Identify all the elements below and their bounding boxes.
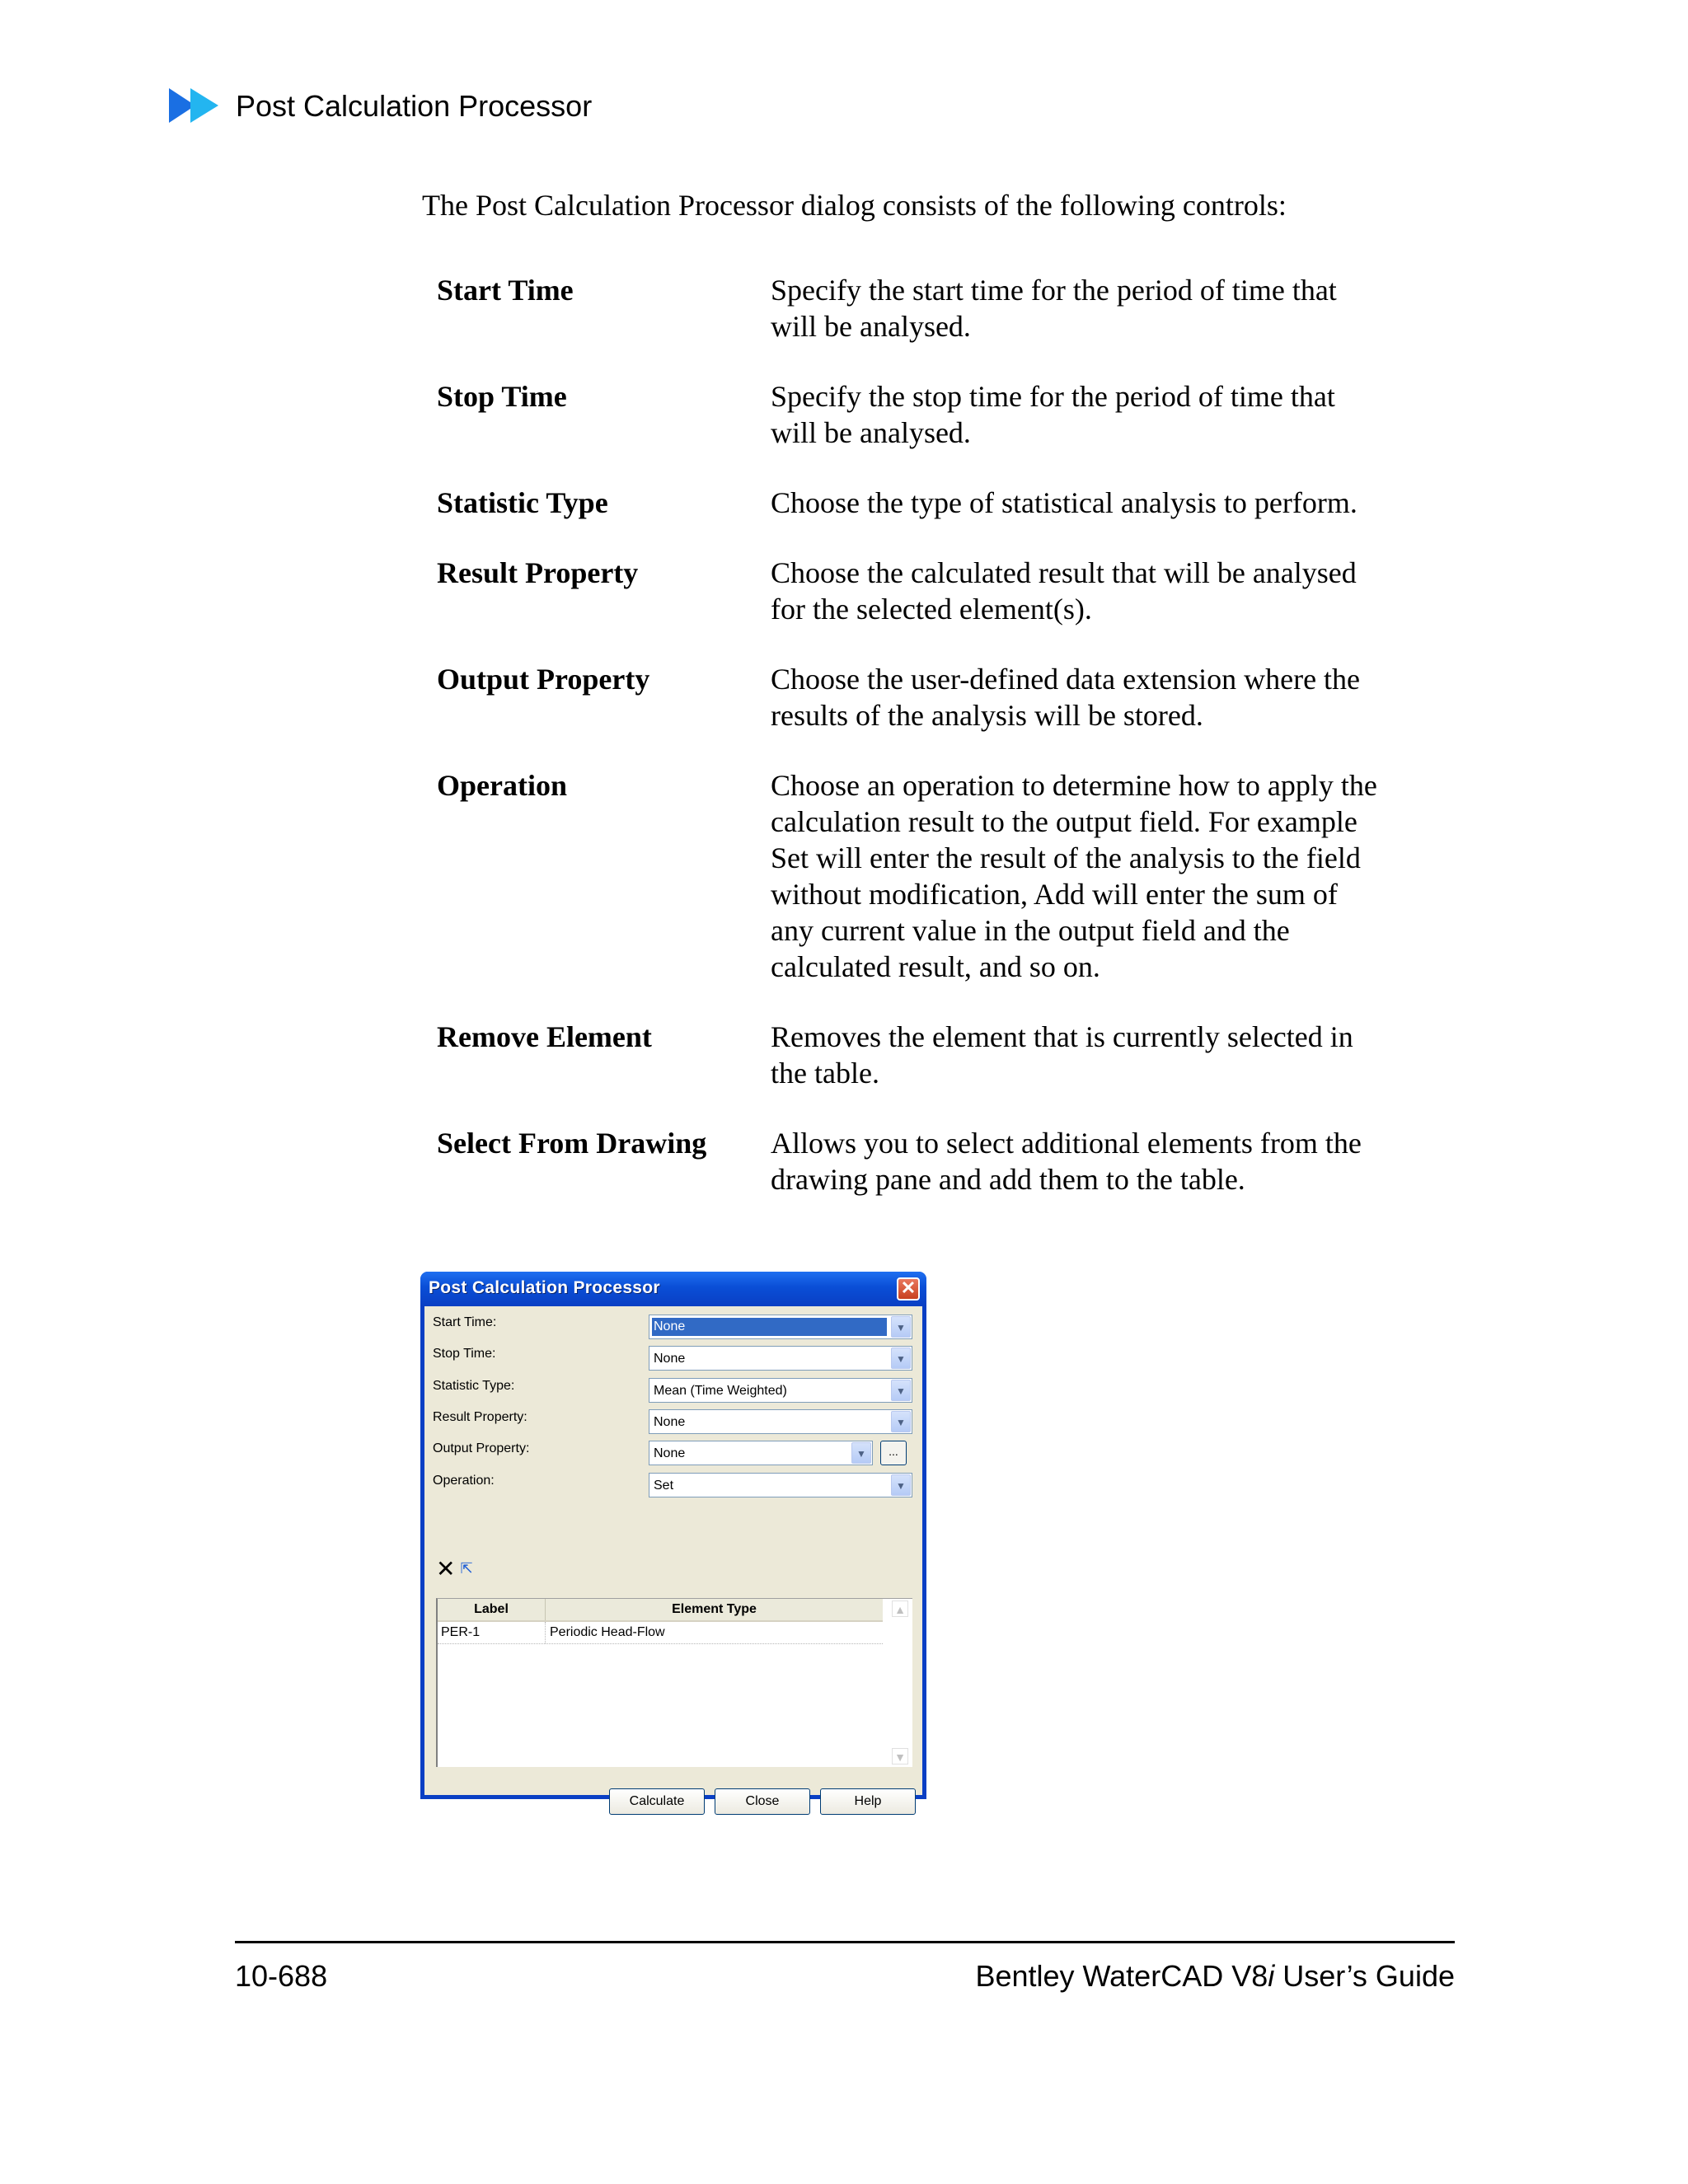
help-button[interactable]: Help [820, 1788, 916, 1815]
guide-title [975, 1959, 1455, 1994]
chevron-down-icon[interactable]: ▼ [891, 1411, 911, 1432]
chevron-down-icon[interactable]: ▼ [891, 1347, 911, 1369]
vertical-scrollbar[interactable] [888, 1599, 912, 1766]
column-header-element-type[interactable]: Element Type [672, 1602, 757, 1616]
definition-row [437, 1125, 1385, 1197]
result-property-select[interactable] [649, 1409, 912, 1434]
page-number: 10-688 [235, 1959, 328, 1993]
start-time-select[interactable] [649, 1315, 912, 1339]
statistic-type-label: Statistic Type: [433, 1379, 515, 1393]
table-header [438, 1599, 883, 1622]
close-icon[interactable]: ✕ [897, 1277, 920, 1301]
definition: Removes the element that is currently selected in the table. [771, 1020, 1353, 1090]
output-property-label: Output Property: [433, 1441, 530, 1455]
cell-element-type: Periodic Head-Flow [550, 1625, 665, 1639]
intro-text: The Post Calculation Processor dialog consists of the following controls: [422, 189, 1287, 222]
guide-title-prefix: Bentley WaterCAD V8 [975, 1959, 1268, 1993]
chevron-down-icon[interactable]: ▼ [851, 1442, 871, 1464]
definition-row [437, 272, 1385, 344]
definition: Specify the stop time for the period of time that will be analysed. [771, 380, 1335, 449]
operation-label: Operation: [433, 1474, 495, 1488]
term: Stop Time [437, 380, 567, 413]
chevron-down-icon[interactable]: ▼ [891, 1380, 911, 1401]
term: Select From Drawing [437, 1127, 707, 1160]
dialog-body [424, 1306, 922, 1808]
output-property-select[interactable] [649, 1441, 873, 1465]
start-time-value: None [652, 1318, 887, 1336]
stop-time-value: None [654, 1352, 686, 1366]
definition: Allows you to select additional elements from the drawing pane and add them to the table. [771, 1127, 1362, 1196]
start-time-label: Start Time: [433, 1315, 497, 1329]
scroll-down-icon[interactable]: ▼ [892, 1748, 908, 1765]
definition: Specify the start time for the period of time that will be analysed. [771, 274, 1337, 343]
definition-row [437, 767, 1385, 985]
definition: Choose an operation to determine how to apply the calculation result to the output field. For example Set will enter the result of the analysis to the field without modification, Add will enter the sum of any current value in the output field and the calculated result, and so on. [771, 769, 1377, 983]
definition-row [437, 661, 1385, 733]
control-definitions [437, 272, 1385, 1231]
statistic-type-value: Mean (Time Weighted) [654, 1384, 787, 1398]
chevron-down-icon[interactable]: ▼ [891, 1316, 911, 1338]
output-property-value: None [654, 1446, 686, 1460]
definition: Choose the user-defined data extension where the results of the analysis will be stored. [771, 663, 1361, 732]
term: Remove Element [437, 1020, 652, 1053]
double-arrow-icon [169, 88, 222, 123]
operation-value: Set [654, 1479, 674, 1493]
cell-label: PER-1 [438, 1622, 546, 1643]
close-button[interactable]: Close [715, 1788, 810, 1815]
chevron-down-icon[interactable]: ▼ [891, 1474, 911, 1496]
term: Operation [437, 769, 567, 802]
dialog-title: Post Calculation Processor [429, 1278, 660, 1297]
dialog-titlebar [420, 1272, 926, 1306]
stop-time-select[interactable] [649, 1346, 912, 1371]
definition-row [437, 1019, 1385, 1091]
result-property-label: Result Property: [433, 1410, 528, 1424]
guide-title-italic: i [1268, 1959, 1275, 1993]
definition-row [437, 378, 1385, 451]
ellipsis-button[interactable]: ... [880, 1441, 907, 1465]
select-from-drawing-icon[interactable]: ⇱ [460, 1560, 473, 1577]
operation-select[interactable] [649, 1473, 912, 1497]
table-row[interactable] [438, 1622, 883, 1644]
elements-table[interactable] [436, 1598, 912, 1767]
term: Result Property [437, 556, 639, 589]
definition: Choose the type of statistical analysis to perform. [771, 486, 1357, 519]
footer-divider [235, 1941, 1455, 1943]
result-property-value: None [654, 1415, 686, 1429]
calculate-button[interactable]: Calculate [609, 1788, 705, 1815]
column-header-label[interactable]: Label [438, 1599, 546, 1620]
term: Start Time [437, 274, 574, 307]
toolbar [436, 1555, 473, 1582]
statistic-type-select[interactable] [649, 1378, 912, 1403]
term: Statistic Type [437, 486, 608, 519]
definition: Choose the calculated result that will be analysed for the selected element(s). [771, 556, 1357, 626]
definition-row [437, 485, 1385, 521]
page-header-title: Post Calculation Processor [236, 89, 593, 123]
guide-title-suffix: User’s Guide [1274, 1959, 1455, 1993]
post-calculation-processor-dialog [420, 1272, 926, 1808]
remove-element-icon[interactable]: ✕ [436, 1556, 456, 1582]
scroll-up-icon[interactable]: ▲ [892, 1601, 908, 1617]
term: Output Property [437, 663, 650, 696]
definition-row [437, 555, 1385, 627]
stop-time-label: Stop Time: [433, 1347, 496, 1361]
